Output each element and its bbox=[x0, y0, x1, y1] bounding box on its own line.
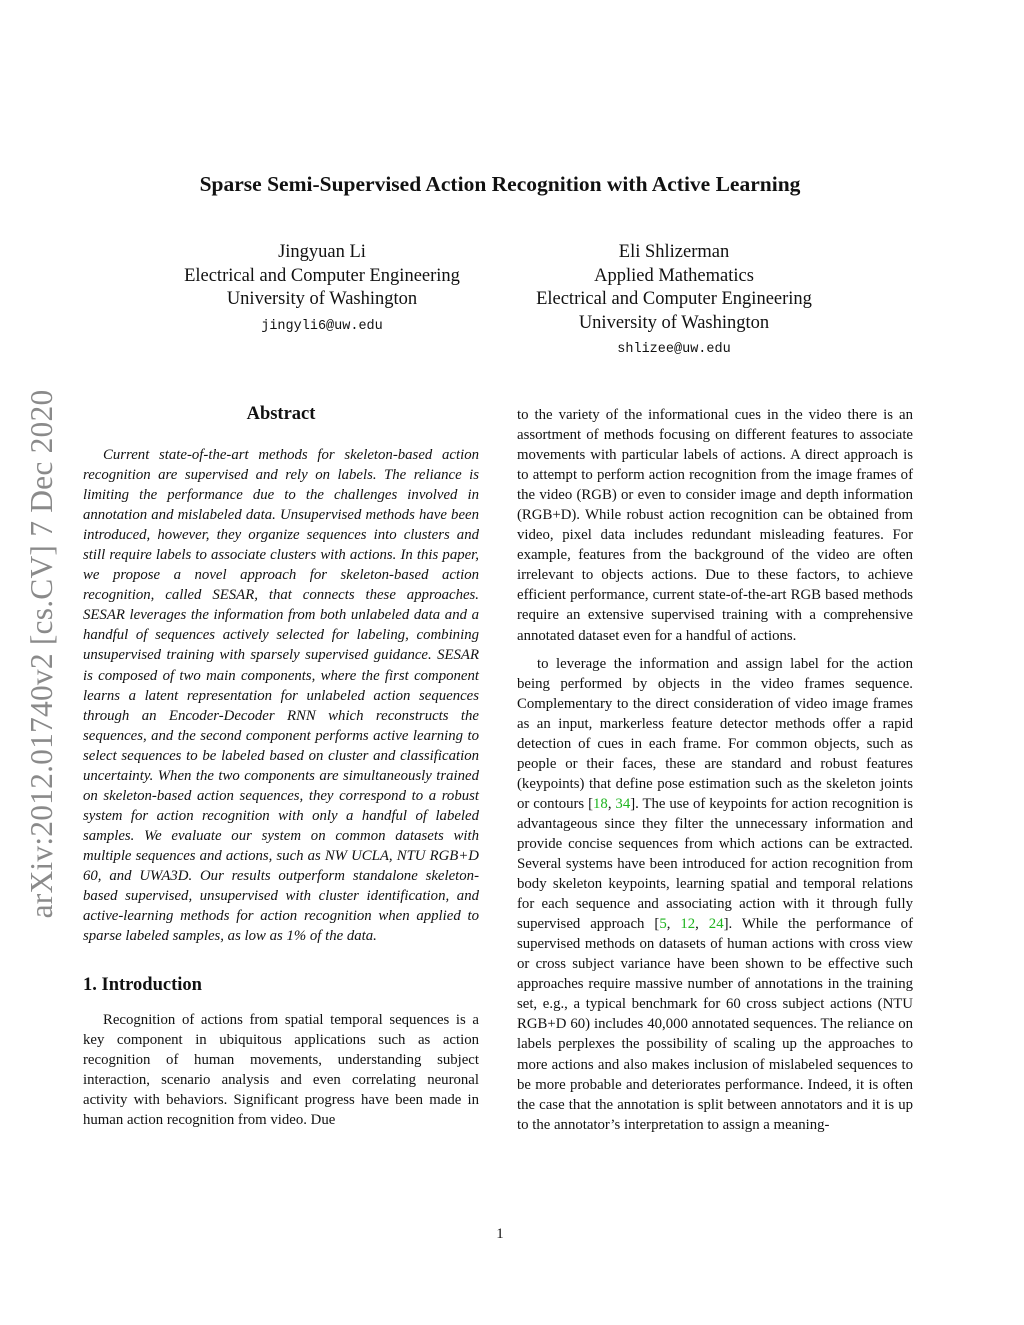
page-number: 1 bbox=[496, 1226, 504, 1242]
citation-link[interactable]: 18 bbox=[593, 795, 608, 812]
author-name: Jingyuan Li bbox=[278, 242, 366, 262]
author-affiliation: Electrical and Computer Engineering bbox=[184, 265, 460, 286]
left-column bbox=[83, 402, 479, 1130]
paragraph-text: , bbox=[695, 916, 709, 933]
author-block-2 bbox=[523, 241, 825, 362]
author-email: jingyli6@uw.edu bbox=[261, 318, 383, 334]
paper-title: Sparse Semi-Supervised Action Recognition with Active Learning bbox=[199, 172, 801, 196]
author-affiliation: University of Washington bbox=[578, 312, 770, 333]
intro-paragraph-1: Recognition of actions from spatial temporal sequences is a key component in ubiquitous applications such as action recognition of human movements, understanding subject interaction, scenario analysis and even correlating neuronal activity with behaviors. Significant progress have been made in human action recognition from video. Due bbox=[83, 1012, 479, 1129]
intro-paragraph-2 bbox=[517, 654, 913, 1135]
paragraph-text: , bbox=[607, 795, 616, 812]
author-name: Eli Shlizerman bbox=[618, 242, 730, 262]
citation-link[interactable]: 12 bbox=[680, 916, 696, 933]
citation-link[interactable]: 5 bbox=[659, 916, 667, 933]
abstract-text: Current state-of-the-art methods for skeleton-based action recognition are supervised and rely on labels. The reliance is limiting the performance due to the challenges involved in annotation and mislabeled data. Unsupervised methods have been introduced, however, they organize sequences into clusters and still require labels to associate clusters with actions. In this paper, we propose a novel approach for skeleton-based action recognition, called SESAR, that connects these approaches. SESAR leverages the information from both unlabeled data and a handful of sequences actively selected for labeling, combining unsupervised training with sparsely supervised guidance. SESAR is composed of two main components, where the first component learns a latent representation for unlabeled action sequences through an Encoder-Decoder RNN which reconstructs the sequences, and the second component performs active learning to select sequences to be labeled based on cluster and classification uncertainty. When the two components are simultaneously trained on skeleton-based action sequences, they correspond to a robust system for action recognition with only a handful of labeled samples. We evaluate our system on common datasets with multiple sequences and actions, such as NW UCLA, NTU RGB+D 60, and UWA3D. Our results outperform standalone skeleton-based supervised, unsupervised with cluster identification, and active-learning methods for action recognition when applied to sparse labeled samples, as low as 1% of the data. bbox=[83, 447, 479, 945]
arxiv-sidebar bbox=[14, 352, 70, 956]
author-affiliation: University of Washington bbox=[226, 289, 418, 309]
section-heading-introduction: 1. Introduction bbox=[83, 975, 202, 996]
right-column bbox=[517, 405, 913, 1135]
paragraph-text: ]. While the performance of supervised methods on datasets of human actions with cross view or cross subject variance have been shown to be effective such approaches require massive number of annotations in the training set, e.g., a typical benchmark for 60 cross subject actions (NTU RGB+D 60) includes 40,000 annotated sequences. The reliance on labels perplexes the possibility of scaling up the approaches to more actions and also makes inclusion of mislabeled sequences to be more probable and deteriorates performance. Indeed, it is often the case that the annotation is split between annotators and it is up to the annotator’s interpretation to assign a meaning- bbox=[517, 916, 913, 1133]
arxiv-identifier: arXiv:2012.01740v2 [cs.CV] 7 Dec 2020 bbox=[24, 389, 59, 919]
author-affiliation: Electrical and Computer Engineering bbox=[536, 289, 812, 309]
author-block-1 bbox=[172, 241, 472, 338]
paragraph-text: to leverage the information and assign label for the action being performed by objects in the video frames sequence. Complementary to the direct consideration of video image frames as an input, markerless feature detector methods offer a rapid detection of cues in each frame. For common objects, such as people or their faces, these are standard and robust features (keypoints) that define pose estimation such as the skeleton joints or contours [ bbox=[517, 655, 913, 812]
abstract-heading: Abstract bbox=[246, 404, 316, 424]
author-affiliation: Applied Mathematics bbox=[594, 265, 754, 286]
citation-link[interactable]: 34 bbox=[615, 795, 631, 812]
author-email: shlizee@uw.edu bbox=[617, 342, 731, 357]
intro-paragraph-1-continued: to the variety of the informational cues in the video there is an assortment of methods focusing on different features to associate movements with particular labels of actions. A direct approach is to attempt to perform action recognition from the image frames of the video (RGB) or even to consider image and depth information (RGB+D). While robust action recognition can be obtained from video, pixel data includes redundant misleading features. For example, features from the background of the video are often irrelevant to objects actions. Due to these factors, to achieve efficient performance, current state-of-the-art RGB based methods require an extensive supervised training with a comprehensive annotated dataset even for a handful of actions. bbox=[517, 407, 913, 644]
paragraph-text: , bbox=[666, 916, 681, 933]
citation-link[interactable]: 24 bbox=[708, 916, 724, 933]
paragraph-text: ]. The use of keypoints for action recognition is advantageous since they filter the unnecessary information and provide concise sequences from which actions can be extracted. Several systems have been introduced for action recognition from body skeleton keypoints, learning spatial and temporal relations for each sequence and associating action with it through fully supervised approach [ bbox=[517, 795, 913, 933]
